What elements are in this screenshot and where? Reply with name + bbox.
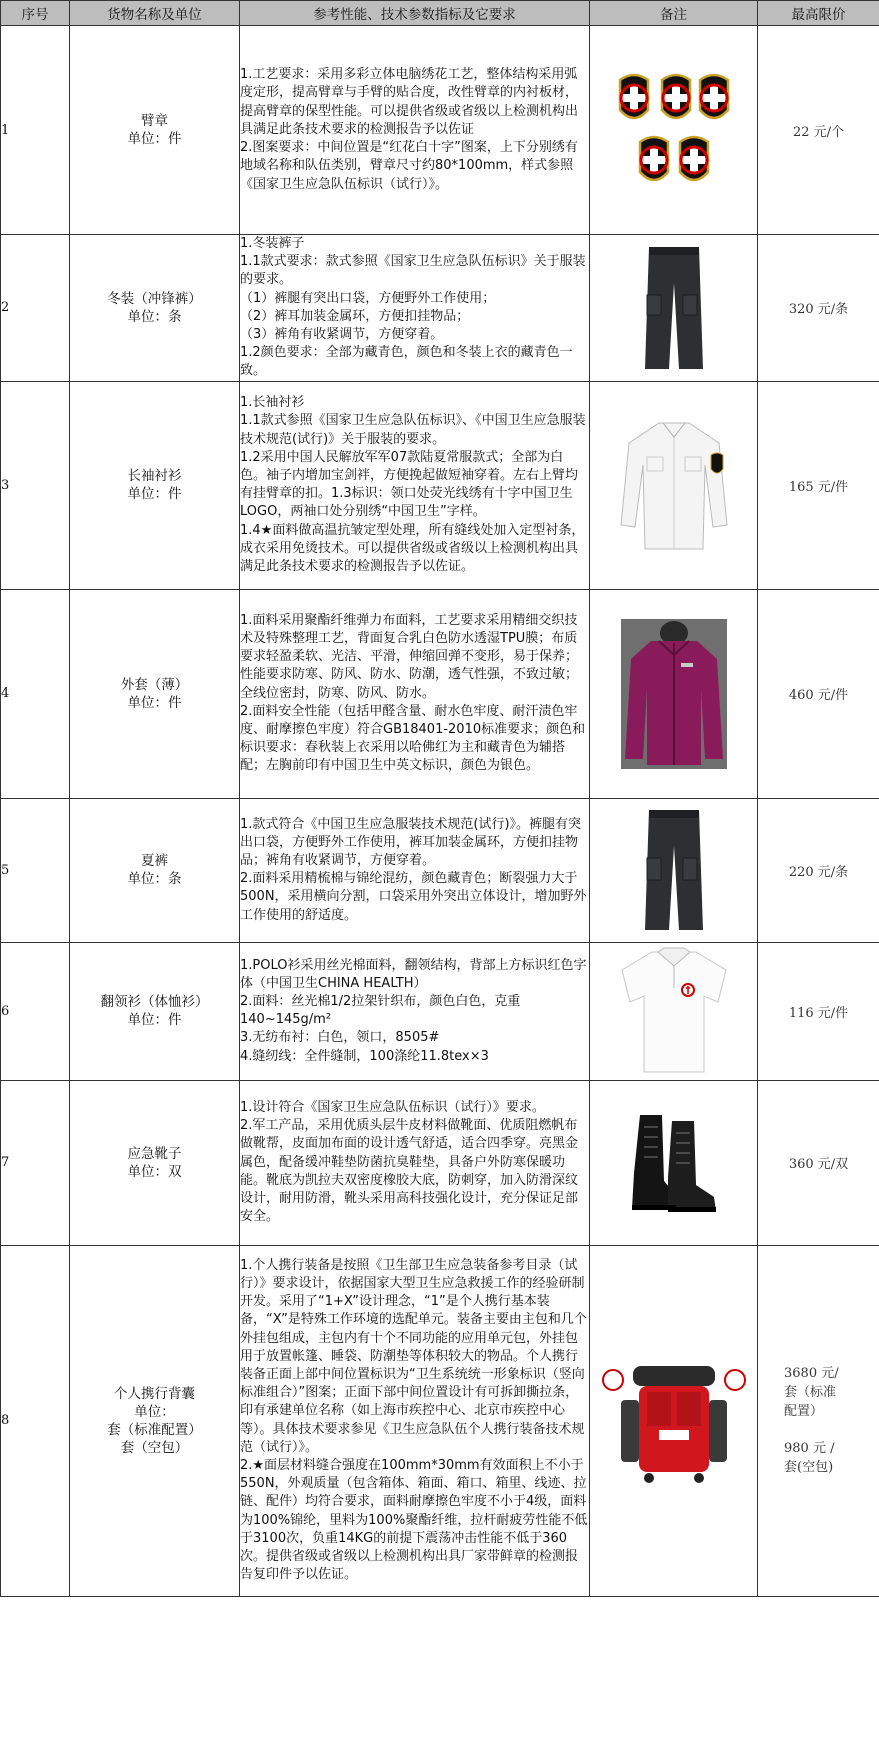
spec-line: 1.2颜色要求：全部为藏青色，颜色和冬装上衣的藏青色一致。 [240, 345, 573, 379]
item-name: 长袖衬衫 [127, 468, 182, 485]
spec-line: 2.面料采用精梳棉与锦纶混纺，颜色藏青色；断裂强力大于500N，采用横向分割，口袋采用外突出立体设计，增加野外工作使用的舒适度。 [240, 871, 587, 923]
price-cell: 220 元/条 [758, 798, 879, 942]
table-row [1, 26, 879, 235]
table-row [1, 589, 879, 798]
spec-line: 1.面料采用聚酯纤维弹力布面料，工艺要求采用精细交织技术及特殊整理工艺，背面复合乳白色防水透湿TPU膜；布质要求轻盈柔软、光洁、平滑，伸缩回弹不变形，易于保养；性能要求防寒、防风、防水、防潮，透气性强，不致过敏；全线位密封，防寒、防风、防水。 [240, 612, 579, 701]
spec-line: 1.工艺要求：采用多彩立体电脑绣花工艺，整体结构采用弧度定形，提高臂章与手臂的贴合度，改性臂章的内衬板材，提高臂章的保型性能。可以提供省级或省级以上检测机构出具满足此条技术要求的检测报告予以佐证 [240, 67, 579, 137]
spec-cell [240, 942, 590, 1080]
row-number: 5 [1, 798, 70, 942]
item-unit: 单位：件 [127, 131, 182, 147]
header-name: 货物名称及单位 [70, 1, 240, 26]
item-unit-line: 套（空包） [120, 1439, 189, 1456]
spec-line: 1.款式符合《中国卫生应急服装技术规范(试行)》。裤腿有突出口袋，方便野外工作使用，裤耳加装金属环，方便扣挂物品；裤角有收紧调节，方便穿着。 [240, 816, 582, 868]
spec-line: 4.缝纫线：全件缝制，100涤纶11.8tex×3 [240, 1048, 489, 1064]
item-unit: 单位：件 [127, 1012, 182, 1029]
spec-line: 2.面料：丝光棉1/2拉架针织布，颜色白色，克重140~145g/m² [240, 993, 521, 1028]
item-unit: 单位：件 [127, 694, 182, 711]
item-name-cell [70, 1245, 240, 1596]
price-cell: 22 元/个 [758, 26, 879, 235]
price-cell: 320 元/条 [758, 235, 879, 382]
spec-line: 1.1款式要求：款式参照《国家卫生应急队伍标识》关于服装的要求。 [240, 254, 586, 288]
item-name-cell [70, 589, 240, 798]
winter-pants-icon [639, 243, 709, 373]
spec-line: 1.设计符合《国家卫生应急队伍标识（试行）》要求。 [240, 1099, 545, 1115]
spec-line: 2.军工产品，采用优质头层牛皮材料做靴面、优质阻燃帆布做靴帮，皮面加布面的设计透气舒适，适合四季穿。亮黑金属色，配备缓冲鞋垫防菌抗臭鞋垫，具备户外防寒保暖功能。靴底为凯拉夫双密度橡胶大底，防刺穿，加入防滑深纹设计，耐用防滑，靴头采用高科技强化设计，充分保证足部安全。 [240, 1118, 579, 1225]
item-name-cell [70, 381, 240, 589]
header-no: 序号 [1, 1, 70, 26]
row-number: 7 [1, 1080, 70, 1245]
table-row [1, 942, 879, 1080]
thin-jacket-icon [621, 619, 727, 769]
spec-cell [240, 798, 590, 942]
price-spacer [784, 1421, 879, 1439]
table-row [1, 1245, 879, 1596]
spec-line: 2.面料安全性能（包括甲醛含量、耐水色牢度、耐汗渍色牢度、耐摩擦色牢度）符合GB18401-2010标准要求；颜色和标识要求：春秋装上衣采用以哈佛红为主和藏青色为辅搭配；左胸前印有中国卫生中英文标识，颜色为银色。 [240, 703, 586, 774]
spec-cell [240, 26, 590, 235]
note-image-cell [590, 589, 758, 798]
table-row [1, 1080, 879, 1245]
spec-line: 1.POLO衫采用丝光棉面料，翻领结构，背部上方标识红色字体（中国卫生CHINA HEALTH） [240, 957, 587, 991]
boots-icon [628, 1111, 720, 1215]
item-name: 冬装（冲锋裤） [107, 290, 202, 307]
spec-line: （3）裤角有收紧调节，方便穿着。 [240, 327, 444, 343]
item-unit: 单位：条 [127, 308, 182, 325]
spec-line: 2.图案要求：中间位置是“红花白十字”图案，上下分别绣有地域名称和队伍类别，臂章尺寸约80*100mm，样式参照《国家卫生应急队伍标识（试行）》。 [240, 140, 578, 192]
row-number: 1 [1, 26, 70, 235]
note-image-cell [590, 26, 758, 235]
price-line: 配置） [784, 1404, 824, 1420]
item-name: 臂章 [141, 113, 168, 129]
table-row [1, 235, 879, 382]
white-shirt-icon [619, 415, 729, 555]
price-line: 套(空包) [784, 1460, 834, 1476]
note-image-cell [590, 1080, 758, 1245]
backpack-icon [599, 1356, 749, 1486]
spec-line: 1.冬装裤子 [240, 236, 305, 251]
spec-line: 1.长袖衬衫 [240, 395, 305, 411]
spec-line: 3.无纺布衬：白色，领口，8505# [240, 1030, 440, 1046]
spec-line: 1.4★面料做高温抗皱定型处理，所有缝线处加入定型衬条，成衣采用免烫技术。可以提供省级或省级以上检测机构出具满足此条技术要求的检测报告予以佐证。 [240, 522, 585, 574]
item-unit: 单位：条 [127, 871, 182, 888]
spec-cell [240, 235, 590, 382]
spec-cell [240, 589, 590, 798]
header-spec: 参考性能、技术参数指标及它要求 [240, 1, 590, 26]
note-image-cell [590, 798, 758, 942]
item-name-cell [70, 942, 240, 1080]
note-image-cell [590, 942, 758, 1080]
item-name-cell [70, 26, 240, 235]
item-name-cell [70, 235, 240, 382]
price-line: 980 元 / [784, 1441, 835, 1457]
spec-cell [240, 1080, 590, 1245]
price-cell: 360 元/双 [758, 1080, 879, 1245]
armband-badges-icon [614, 66, 734, 194]
item-name: 夏裤 [141, 853, 168, 870]
item-name-cell [70, 1080, 240, 1245]
spec-cell [240, 381, 590, 589]
item-name: 应急靴子 [127, 1145, 182, 1162]
spec-line: 2.★面层材料缝合强度在100mm*30mm有效面积上不小于550N，外观质量（包含箱体、箱面、箱口、箱里、线迹、拉链、配件）均符合要求，面料耐摩擦色牢度不小于4级，面料为100%锦纶，里料为100%聚酯纤维，拉杆耐疲劳性能不低于3100次，负重14KG的前提下震荡冲击性能不低于360次。提供省级或省级以上检测机构出具厂家带鲜章的检测报告复印件予以佐证。 [240, 1458, 588, 1583]
item-unit: 单位：双 [127, 1163, 182, 1180]
price-cell [758, 1245, 879, 1596]
item-name: 外套（薄） [120, 676, 189, 693]
header-price: 最高限价 [758, 1, 879, 26]
spec-line: （2）裤耳加装金属环，方便扣挂物品； [240, 308, 470, 324]
item-unit-line: 单位： [134, 1403, 175, 1420]
price-cell: 165 元/件 [758, 381, 879, 589]
item-name: 翻领衫（体恤衫） [100, 994, 209, 1011]
note-image-cell [590, 1245, 758, 1596]
summer-pants-icon [641, 806, 707, 934]
item-unit: 单位：件 [127, 486, 182, 503]
table-row [1, 381, 879, 589]
item-unit-line: 套（标准配置） [107, 1421, 202, 1438]
spec-line: 1.2采用中国人民解放军军07款陆夏常服款式；全部为白色。袖子内增加宝剑袢，方便挽起做短袖穿着。左右上臂均有挂臂章的扣。1.3标识：领口处荧光线绣有十字中国卫生LOGO，两袖口处分别绣“中国卫生”字样。 [240, 449, 579, 520]
header-note: 备注 [590, 1, 758, 26]
price-line: 套（标准 [784, 1385, 837, 1401]
row-number: 3 [1, 381, 70, 589]
item-name-cell [70, 798, 240, 942]
note-image-cell [590, 235, 758, 382]
row-number: 8 [1, 1245, 70, 1596]
table-row [1, 798, 879, 942]
header-row [1, 1, 879, 26]
price-cell: 460 元/件 [758, 589, 879, 798]
polo-shirt-icon [614, 944, 734, 1078]
spec-line: （1）裤腿有突出口袋，方便野外工作使用； [240, 290, 496, 306]
spec-cell [240, 1245, 590, 1596]
note-image-cell [590, 381, 758, 589]
spec-line: 1.个人携行装备是按照《卫生部卫生应急装备参考目录（试行）》要求设计，依据国家大型卫生应急救援工作的经验研制开发。采用了“1+X”设计理念，“1”是个人携行基本装备，“X”是特殊工作环境的选配单元。装备主要由主包和几个外挂包组成，主包内有十个不同功能的应用单元包，外挂包用于放置帐篷、睡袋、防潮垫等体积较大的物品。个人携行装备正面上部中间位置标识为“卫生系统统一形象标识（竖向标准组合）”图案；正面下部中间位置设计有可拆卸撕拉条，印有承建单位名称（如上海市疾控中心、北京市疾控中心等）。具体技术要求参见《卫生应急队伍个人携行装备技术规范（试行）》。 [240, 1257, 587, 1455]
price-cell: 116 元/件 [758, 942, 879, 1080]
row-number: 6 [1, 942, 70, 1080]
row-number: 4 [1, 589, 70, 798]
item-name: 个人携行背囊 [114, 1385, 195, 1402]
spec-line: 1.1款式参照《国家卫生应急队伍标识》、《中国卫生应急服装技术规范(试行)》关于服装的要求。 [240, 413, 586, 447]
row-number: 2 [1, 235, 70, 382]
price-line: 3680 元/ [784, 1366, 839, 1382]
